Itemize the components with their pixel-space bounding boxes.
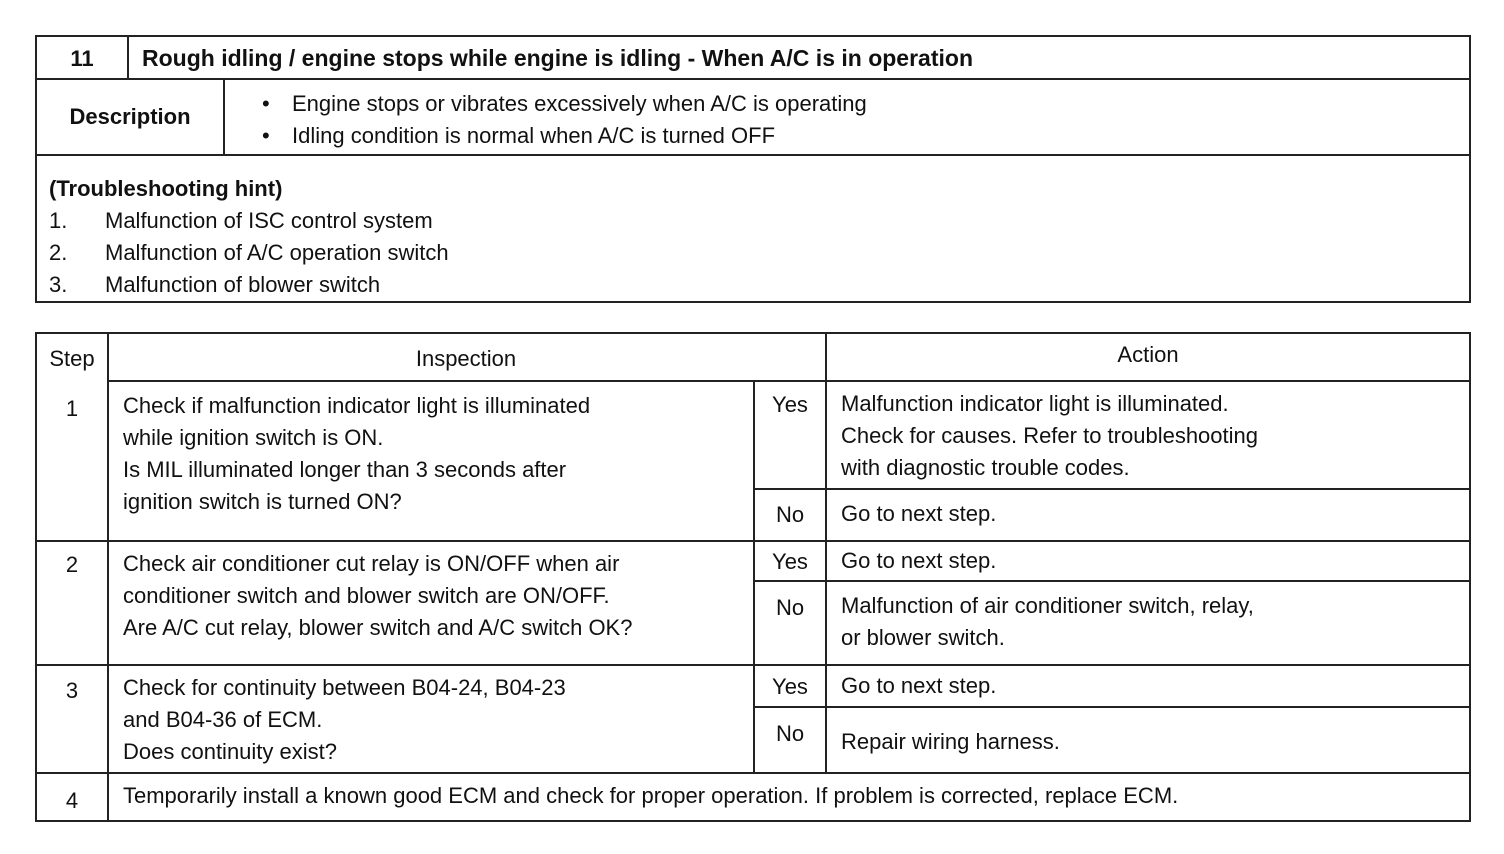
step3-bottom-divider	[37, 772, 1471, 774]
yes-action	[827, 670, 1471, 702]
action-line: Go to next step.	[841, 673, 997, 698]
final-step-text: Temporarily install a known good ECM and check for proper operation. If problem is corrected, replace ECM.	[123, 783, 1179, 808]
inspection-column-header: Inspection	[415, 346, 517, 371]
hint-text: Malfunction of A/C operation switch	[105, 240, 449, 265]
no-action	[827, 498, 1471, 530]
hint-text: Malfunction of ISC control system	[105, 208, 433, 233]
trouble-number: 11	[37, 37, 129, 78]
step-column-header: Step	[49, 346, 95, 371]
hint-title: (Troubleshooting hint)	[49, 176, 283, 201]
trouble-title: Rough idling / engine stops while engine is idling - When A/C is in operation	[142, 45, 973, 71]
step2-bottom-divider	[37, 664, 1471, 666]
step-number: 2	[65, 552, 79, 577]
inspection-table	[35, 332, 1471, 822]
yesno-left-divider	[753, 382, 755, 772]
hint-item	[49, 269, 449, 301]
yes-label: Yes	[772, 392, 808, 417]
trouble-header	[35, 35, 1471, 303]
action-line: Go to next step.	[841, 548, 997, 573]
hint-number: 3.	[49, 272, 68, 297]
inspection-line: Is MIL illuminated longer than 3 seconds after	[123, 457, 567, 482]
no-action	[827, 590, 1471, 654]
hint-number: 1.	[49, 208, 68, 233]
action-line: Repair wiring harness.	[841, 729, 1060, 754]
description-list	[262, 88, 867, 152]
action-line: Check for causes. Refer to troubleshooting	[841, 423, 1259, 448]
hint-item	[49, 237, 449, 269]
inspection-line: ignition switch is turned ON?	[123, 489, 402, 514]
yes-label: Yes	[772, 674, 808, 699]
troubleshooting-hint	[49, 173, 449, 301]
no-label: No	[775, 502, 805, 527]
action-line: Go to next step.	[841, 501, 997, 526]
action-line: Malfunction of air conditioner switch, relay,	[841, 593, 1254, 618]
header-title-row	[37, 37, 1469, 80]
step1-yesno-divider	[753, 488, 1471, 490]
action-line: Malfunction indicator light is illuminated.	[841, 391, 1229, 416]
step2-yesno-divider	[753, 580, 1471, 582]
step1-bottom-divider	[37, 540, 1471, 542]
hint-text: Malfunction of blower switch	[105, 272, 381, 297]
hint-number: 2.	[49, 240, 68, 265]
inspection-text	[109, 548, 753, 644]
step3-yesno-divider	[753, 706, 1471, 708]
no-label: No	[775, 595, 805, 620]
inspection-text	[109, 390, 753, 518]
yes-label: Yes	[772, 549, 808, 574]
yes-action	[827, 388, 1471, 484]
description-row	[37, 80, 1469, 156]
inspection-line: conditioner switch and blower switch are ON/OFF.	[123, 583, 610, 608]
action-line: with diagnostic trouble codes.	[841, 455, 1130, 480]
hint-item	[49, 205, 449, 237]
description-item: • Idling condition is normal when A/C is turned OFF	[262, 120, 867, 152]
inspection-line: Check air conditioner cut relay is ON/OFF when air	[123, 551, 620, 576]
no-action	[827, 726, 1471, 758]
inspection-line: Check if malfunction indicator light is illuminated	[123, 393, 591, 418]
step-number: 1	[65, 396, 79, 421]
inspection-line: and B04-36 of ECM.	[123, 707, 323, 732]
inspection-line: Are A/C cut relay, blower switch and A/C switch OK?	[123, 615, 633, 640]
step-number: 3	[65, 678, 79, 703]
inspection-line: while ignition switch is ON.	[123, 425, 384, 450]
inspection-text	[109, 672, 753, 768]
no-label: No	[775, 721, 805, 746]
inspection-line: Check for continuity between B04-24, B04-23	[123, 675, 566, 700]
description-label: Description	[37, 80, 225, 154]
inspection-line: Does continuity exist?	[123, 739, 337, 764]
step-number: 4	[65, 788, 79, 813]
yes-action	[827, 545, 1471, 577]
description-item: • Engine stops or vibrates excessively when A/C is operating	[262, 88, 867, 120]
action-column-header: Action	[1117, 342, 1179, 367]
hint-list	[49, 205, 449, 301]
action-line: or blower switch.	[841, 625, 1005, 650]
